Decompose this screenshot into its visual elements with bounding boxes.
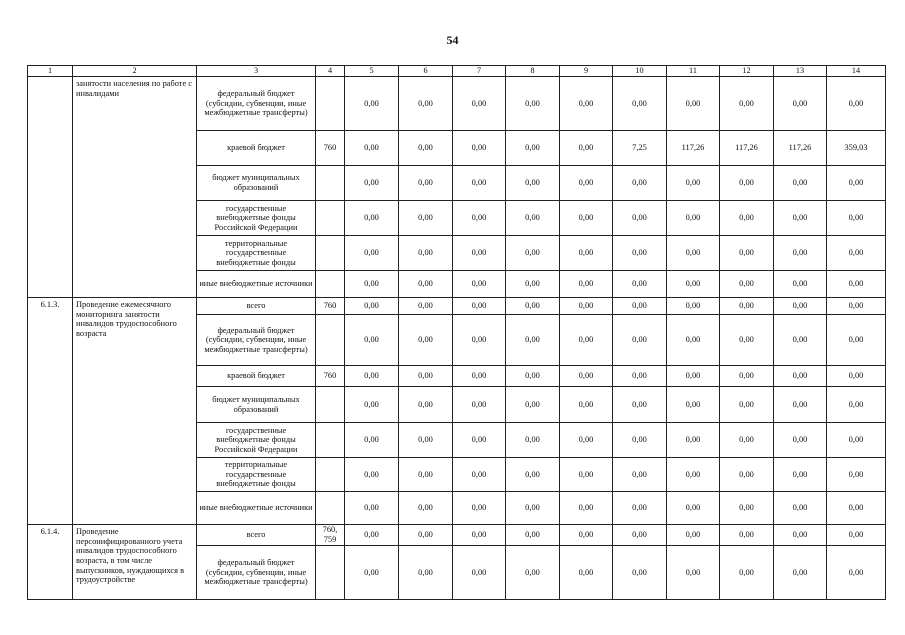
value-cell: 0,00 [506, 546, 560, 600]
column-header-3: 3 [197, 66, 316, 77]
value-cell: 0,00 [720, 423, 774, 458]
funding-source-cell: всего [197, 525, 316, 546]
value-cell: 0,00 [774, 525, 827, 546]
value-cell: 0,00 [720, 492, 774, 525]
value-cell: 0,00 [827, 546, 886, 600]
value-cell: 0,00 [560, 546, 613, 600]
value-cell: 0,00 [453, 387, 506, 423]
item-name-cell: Проведение персонифицированного учета инвалидов трудоспособного возраста, в том числе выпускников, нуждающихся в трудоустройстве [73, 525, 197, 600]
value-cell: 0,00 [720, 77, 774, 131]
value-cell: 0,00 [345, 315, 399, 366]
funding-source-cell: бюджет муниципальных образований [197, 387, 316, 423]
value-cell: 0,00 [506, 131, 560, 166]
value-cell: 0,00 [613, 546, 667, 600]
budget-code-cell: 760 [316, 366, 345, 387]
table-row [28, 298, 886, 315]
value-cell: 0,00 [453, 458, 506, 492]
funding-source-cell: федеральный бюджет (субсидии, субвенции, иные межбюджетные трансферты) [197, 77, 316, 131]
value-cell: 0,00 [345, 387, 399, 423]
column-header-2: 2 [73, 66, 197, 77]
value-cell: 0,00 [399, 492, 453, 525]
item-number-cell: 6.1.3. [28, 298, 73, 525]
funding-source-cell: иные внебюджетные источники [197, 492, 316, 525]
budget-code-cell: 760, 759 [316, 525, 345, 546]
value-cell: 0,00 [399, 131, 453, 166]
value-cell: 0,00 [827, 366, 886, 387]
column-header-4: 4 [316, 66, 345, 77]
value-cell: 0,00 [345, 366, 399, 387]
value-cell: 0,00 [720, 546, 774, 600]
funding-source-cell: всего [197, 298, 316, 315]
value-cell: 0,00 [345, 423, 399, 458]
column-header-14: 14 [827, 66, 886, 77]
value-cell: 0,00 [774, 423, 827, 458]
value-cell: 0,00 [720, 366, 774, 387]
value-cell: 0,00 [667, 298, 720, 315]
value-cell: 0,00 [827, 77, 886, 131]
value-cell: 0,00 [667, 492, 720, 525]
value-cell: 0,00 [453, 166, 506, 201]
value-cell: 0,00 [827, 166, 886, 201]
value-cell: 0,00 [506, 298, 560, 315]
value-cell: 0,00 [774, 458, 827, 492]
funding-source-cell: иные внебюджетные источники [197, 271, 316, 298]
value-cell: 0,00 [453, 315, 506, 366]
value-cell: 0,00 [506, 492, 560, 525]
value-cell: 0,00 [506, 201, 560, 236]
value-cell: 0,00 [613, 525, 667, 546]
item-number-cell: 6.1.4. [28, 525, 73, 600]
column-header-5: 5 [345, 66, 399, 77]
item-number-cell [28, 77, 73, 298]
budget-code-cell [316, 271, 345, 298]
value-cell: 0,00 [399, 366, 453, 387]
value-cell: 0,00 [560, 423, 613, 458]
value-cell: 0,00 [827, 525, 886, 546]
value-cell: 0,00 [399, 77, 453, 131]
value-cell: 0,00 [506, 271, 560, 298]
value-cell: 0,00 [399, 423, 453, 458]
value-cell: 0,00 [667, 546, 720, 600]
value-cell: 0,00 [560, 201, 613, 236]
value-cell: 0,00 [667, 525, 720, 546]
value-cell: 0,00 [613, 492, 667, 525]
value-cell: 0,00 [613, 236, 667, 271]
value-cell: 0,00 [827, 271, 886, 298]
value-cell: 0,00 [827, 315, 886, 366]
value-cell: 0,00 [453, 201, 506, 236]
column-header-9: 9 [560, 66, 613, 77]
value-cell: 0,00 [345, 546, 399, 600]
column-header-6: 6 [399, 66, 453, 77]
value-cell: 0,00 [560, 166, 613, 201]
value-cell: 0,00 [399, 315, 453, 366]
value-cell: 0,00 [667, 236, 720, 271]
value-cell: 0,00 [453, 366, 506, 387]
value-cell: 0,00 [506, 77, 560, 131]
value-cell: 117,26 [774, 131, 827, 166]
column-number-header-row [28, 66, 886, 77]
budget-code-cell [316, 546, 345, 600]
table-row [28, 77, 886, 131]
funding-source-cell: бюджет муниципальных образований [197, 166, 316, 201]
value-cell: 0,00 [399, 546, 453, 600]
value-cell: 0,00 [399, 271, 453, 298]
value-cell: 0,00 [506, 387, 560, 423]
value-cell: 0,00 [827, 423, 886, 458]
value-cell: 0,00 [667, 387, 720, 423]
value-cell: 0,00 [399, 166, 453, 201]
value-cell: 0,00 [667, 366, 720, 387]
budget-code-cell [316, 315, 345, 366]
value-cell: 0,00 [560, 131, 613, 166]
funding-source-cell: краевой бюджет [197, 366, 316, 387]
value-cell: 0,00 [399, 201, 453, 236]
value-cell: 0,00 [453, 423, 506, 458]
value-cell: 0,00 [720, 298, 774, 315]
value-cell: 0,00 [774, 387, 827, 423]
value-cell: 359,03 [827, 131, 886, 166]
value-cell: 0,00 [560, 525, 613, 546]
column-header-7: 7 [453, 66, 506, 77]
value-cell: 0,00 [613, 366, 667, 387]
value-cell: 0,00 [560, 492, 613, 525]
page-number: 54 [446, 33, 459, 47]
value-cell: 0,00 [345, 525, 399, 546]
value-cell: 0,00 [720, 387, 774, 423]
value-cell: 0,00 [774, 366, 827, 387]
budget-code-cell [316, 387, 345, 423]
value-cell: 0,00 [827, 387, 886, 423]
funding-source-cell: федеральный бюджет (субсидии, субвенции, иные межбюджетные трансферты) [197, 315, 316, 366]
budget-code-cell [316, 423, 345, 458]
value-cell: 0,00 [613, 77, 667, 131]
value-cell: 117,26 [720, 131, 774, 166]
value-cell: 0,00 [453, 546, 506, 600]
column-header-11: 11 [667, 66, 720, 77]
value-cell: 0,00 [667, 423, 720, 458]
value-cell: 0,00 [667, 271, 720, 298]
value-cell: 0,00 [774, 315, 827, 366]
value-cell: 0,00 [774, 546, 827, 600]
value-cell: 0,00 [560, 236, 613, 271]
value-cell: 0,00 [720, 458, 774, 492]
value-cell: 0,00 [345, 131, 399, 166]
value-cell: 0,00 [345, 298, 399, 315]
value-cell: 0,00 [560, 366, 613, 387]
value-cell: 0,00 [774, 236, 827, 271]
value-cell: 0,00 [453, 236, 506, 271]
value-cell: 0,00 [560, 387, 613, 423]
item-name-cell: занятости населения по работе с инвалидами [73, 77, 197, 298]
value-cell: 0,00 [453, 298, 506, 315]
value-cell: 0,00 [506, 166, 560, 201]
value-cell: 0,00 [345, 77, 399, 131]
value-cell: 0,00 [345, 201, 399, 236]
value-cell: 0,00 [453, 271, 506, 298]
value-cell: 0,00 [774, 271, 827, 298]
column-header-12: 12 [720, 66, 774, 77]
value-cell: 0,00 [774, 492, 827, 525]
value-cell: 0,00 [345, 166, 399, 201]
value-cell: 0,00 [667, 201, 720, 236]
value-cell: 0,00 [506, 366, 560, 387]
value-cell: 0,00 [827, 458, 886, 492]
value-cell: 0,00 [453, 77, 506, 131]
table-row [28, 525, 886, 546]
column-header-13: 13 [774, 66, 827, 77]
value-cell: 117,26 [667, 131, 720, 166]
value-cell: 0,00 [560, 458, 613, 492]
budget-code-cell [316, 201, 345, 236]
value-cell: 0,00 [774, 201, 827, 236]
budget-code-cell [316, 458, 345, 492]
value-cell: 0,00 [453, 492, 506, 525]
value-cell: 0,00 [506, 315, 560, 366]
value-cell: 0,00 [667, 166, 720, 201]
value-cell: 0,00 [720, 525, 774, 546]
value-cell: 0,00 [613, 298, 667, 315]
value-cell: 0,00 [560, 77, 613, 131]
value-cell: 0,00 [506, 236, 560, 271]
funding-source-cell: федеральный бюджет (субсидии, субвенции, иные межбюджетные трансферты) [197, 546, 316, 600]
value-cell: 0,00 [399, 525, 453, 546]
value-cell: 0,00 [720, 201, 774, 236]
value-cell: 0,00 [560, 298, 613, 315]
value-cell: 0,00 [827, 201, 886, 236]
value-cell: 0,00 [774, 298, 827, 315]
column-header-10: 10 [613, 66, 667, 77]
value-cell: 0,00 [613, 201, 667, 236]
value-cell: 0,00 [667, 458, 720, 492]
value-cell: 0,00 [613, 458, 667, 492]
budget-table [27, 65, 886, 600]
value-cell: 0,00 [827, 492, 886, 525]
value-cell: 0,00 [613, 166, 667, 201]
value-cell: 0,00 [345, 271, 399, 298]
value-cell: 0,00 [399, 236, 453, 271]
column-header-8: 8 [506, 66, 560, 77]
value-cell: 0,00 [560, 315, 613, 366]
value-cell: 0,00 [720, 315, 774, 366]
value-cell: 0,00 [506, 423, 560, 458]
value-cell: 7,25 [613, 131, 667, 166]
value-cell: 0,00 [827, 298, 886, 315]
budget-code-cell: 760 [316, 131, 345, 166]
value-cell: 0,00 [453, 131, 506, 166]
table-body [28, 66, 886, 600]
value-cell: 0,00 [720, 271, 774, 298]
value-cell: 0,00 [774, 77, 827, 131]
value-cell: 0,00 [720, 236, 774, 271]
budget-code-cell [316, 77, 345, 131]
value-cell: 0,00 [506, 458, 560, 492]
value-cell: 0,00 [720, 166, 774, 201]
value-cell: 0,00 [506, 525, 560, 546]
funding-source-cell: территориальные государственные внебюджетные фонды [197, 236, 316, 271]
value-cell: 0,00 [667, 77, 720, 131]
value-cell: 0,00 [827, 236, 886, 271]
budget-code-cell [316, 236, 345, 271]
budget-code-cell: 760 [316, 298, 345, 315]
value-cell: 0,00 [345, 458, 399, 492]
value-cell: 0,00 [345, 236, 399, 271]
value-cell: 0,00 [453, 525, 506, 546]
funding-source-cell: государственные внебюджетные фонды Российской Федерации [197, 201, 316, 236]
value-cell: 0,00 [345, 492, 399, 525]
value-cell: 0,00 [613, 271, 667, 298]
value-cell: 0,00 [667, 315, 720, 366]
value-cell: 0,00 [613, 423, 667, 458]
value-cell: 0,00 [613, 315, 667, 366]
budget-code-cell [316, 166, 345, 201]
item-name-cell: Проведение ежемесячного мониторинга занятости инвалидов трудоспособного возраста [73, 298, 197, 525]
value-cell: 0,00 [399, 458, 453, 492]
value-cell: 0,00 [399, 387, 453, 423]
column-header-1: 1 [28, 66, 73, 77]
funding-source-cell: территориальные государственные внебюджетные фонды [197, 458, 316, 492]
value-cell: 0,00 [560, 271, 613, 298]
value-cell: 0,00 [613, 387, 667, 423]
value-cell: 0,00 [774, 166, 827, 201]
value-cell: 0,00 [399, 298, 453, 315]
funding-source-cell: краевой бюджет [197, 131, 316, 166]
budget-code-cell [316, 492, 345, 525]
funding-source-cell: государственные внебюджетные фонды Российской Федерации [197, 423, 316, 458]
